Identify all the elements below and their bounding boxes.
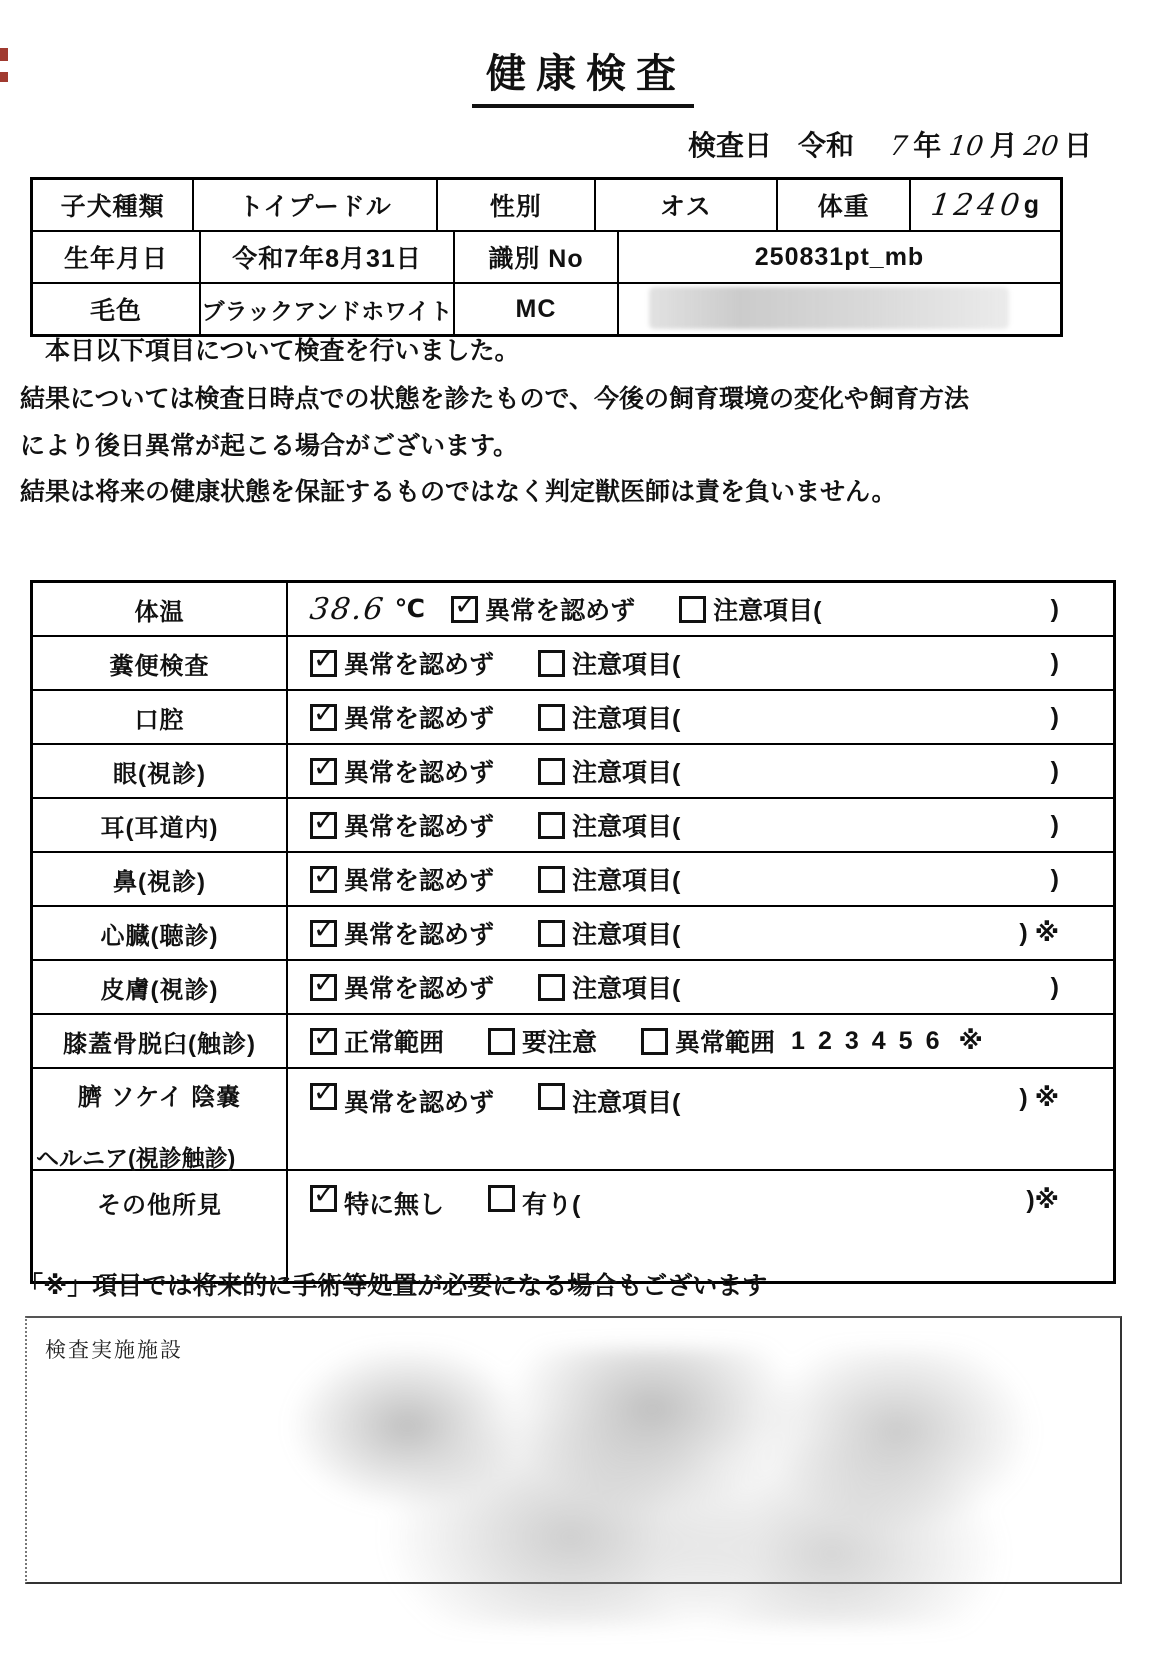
option-label: 注意項目( bbox=[572, 975, 681, 1003]
table-row-body-temp bbox=[33, 583, 1113, 635]
close-paren: ) bbox=[1050, 972, 1059, 1001]
row-content bbox=[288, 1069, 1113, 1169]
checkbox-checked-icon bbox=[310, 758, 337, 785]
table-row-other-findings bbox=[33, 1169, 1113, 1281]
breed-label: 子犬種類 bbox=[60, 193, 165, 221]
era-label: 令和 bbox=[798, 130, 855, 161]
checkbox-checked-icon bbox=[310, 866, 337, 893]
checkbox-unchecked-icon bbox=[538, 1083, 565, 1110]
row-content bbox=[288, 853, 1113, 905]
option-label: 異常を認めず bbox=[344, 705, 495, 733]
checkbox-checked-icon bbox=[310, 704, 337, 731]
option-label: 注意項目( bbox=[572, 867, 681, 895]
row-label: 膝蓋骨脱臼(触診) bbox=[33, 1015, 288, 1067]
close-paren-star: ) ※ bbox=[1019, 919, 1059, 947]
exam-date-label: 検査日 bbox=[688, 130, 773, 161]
option-label: 注意項目( bbox=[572, 759, 681, 787]
row-label-line1: 臍 ソケイ 陰嚢 bbox=[77, 1084, 242, 1111]
row-content bbox=[288, 799, 1113, 851]
row-content bbox=[288, 691, 1113, 743]
coat-label: 毛色 bbox=[89, 297, 142, 325]
temperature-handwritten: 38.6 bbox=[307, 591, 387, 627]
redaction-blur bbox=[228, 1348, 1044, 1626]
close-paren: ) bbox=[1050, 864, 1059, 893]
option-label: 正常範囲 bbox=[344, 1029, 445, 1057]
weight-label: 体重 bbox=[776, 180, 909, 230]
grade-scale: 123456 bbox=[791, 1026, 953, 1055]
temperature-unit: ℃ bbox=[394, 595, 426, 623]
exam-day-handwritten: 20 bbox=[1021, 131, 1060, 162]
row-label: 体温 bbox=[33, 583, 288, 635]
row-label: 糞便検査 bbox=[33, 637, 288, 689]
option-label: 異常を認めず bbox=[344, 813, 495, 841]
sex-label: 性別 bbox=[436, 180, 593, 230]
row-content bbox=[288, 583, 1113, 635]
checkbox-unchecked-icon bbox=[538, 974, 565, 1001]
checkbox-unchecked-icon bbox=[538, 920, 565, 947]
exam-date-line bbox=[688, 124, 1092, 164]
document-header bbox=[0, 42, 1166, 108]
checkbox-checked-icon bbox=[310, 974, 337, 1001]
id-label: 識別 No bbox=[453, 232, 617, 282]
table-row-skin bbox=[33, 959, 1113, 1013]
checkbox-checked-icon bbox=[310, 812, 337, 839]
checkbox-checked-icon bbox=[310, 1083, 337, 1110]
row-label bbox=[33, 1069, 288, 1169]
row-label: 鼻(視診) bbox=[33, 853, 288, 905]
birthdate-label: 生年月日 bbox=[63, 245, 168, 273]
row-label-line2: ヘルニア(視診触診) bbox=[36, 1145, 236, 1171]
row-content bbox=[288, 1171, 1113, 1281]
close-paren: ) bbox=[1050, 810, 1059, 839]
close-paren: ) bbox=[1050, 702, 1059, 731]
microchip-label: MC bbox=[453, 284, 617, 334]
reference-mark-note: 「※」項目では将来的に手術等処置が必要になる場合もございます bbox=[18, 1272, 768, 1300]
table-row-eyes bbox=[33, 743, 1113, 797]
option-label: 注意項目( bbox=[572, 813, 681, 841]
option-label: 異常を認めず bbox=[344, 651, 495, 679]
close-paren-star: ) ※ bbox=[1019, 1084, 1059, 1112]
birthdate-value: 令和7年8月31日 bbox=[199, 232, 453, 282]
table-row-nose bbox=[33, 851, 1113, 905]
table-row bbox=[33, 180, 1060, 230]
checkbox-unchecked-icon bbox=[641, 1028, 668, 1055]
year-unit: 年 bbox=[913, 130, 942, 161]
option-label: 異常を認めず bbox=[344, 921, 495, 949]
exam-checklist-table bbox=[30, 580, 1116, 1284]
option-label: 注意項目( bbox=[572, 705, 681, 733]
microchip-value-cell bbox=[617, 284, 1060, 334]
checkbox-checked-icon bbox=[310, 1185, 337, 1212]
close-paren-star: )※ bbox=[1026, 1186, 1059, 1214]
day-unit: 日 bbox=[1063, 130, 1092, 161]
close-paren: ) bbox=[1050, 594, 1059, 623]
intro-paragraph: 本日以下項目について検査を行いました。 bbox=[20, 337, 520, 365]
puppy-info-table bbox=[30, 177, 1063, 337]
row-label: その他所見 bbox=[33, 1171, 288, 1281]
checkbox-checked-icon bbox=[451, 596, 478, 623]
row-content bbox=[288, 745, 1113, 797]
row-label: 耳(耳道内) bbox=[33, 799, 288, 851]
option-label: 異常を認めず bbox=[344, 759, 495, 787]
checkbox-unchecked-icon bbox=[538, 758, 565, 785]
weight-value-cell bbox=[909, 180, 1060, 230]
table-row-heart bbox=[33, 905, 1113, 959]
option-label: 特に無し bbox=[344, 1191, 445, 1219]
row-label: 心臓(聴診) bbox=[33, 907, 288, 959]
option-label: 異常を認めず bbox=[485, 597, 636, 625]
exam-month-handwritten: 10 bbox=[947, 131, 986, 162]
checkbox-unchecked-icon bbox=[538, 812, 565, 839]
option-label: 異常を認めず bbox=[344, 1089, 495, 1117]
weight-value-handwritten: 1240 bbox=[929, 187, 1026, 223]
page-title: 健康検査 bbox=[472, 42, 694, 108]
intro-paragraph: 結果は将来の健康状態を保証するものではなく判定獣医師は責を負いません。 bbox=[20, 478, 897, 506]
checkbox-unchecked-icon bbox=[538, 704, 565, 731]
option-label: 有り( bbox=[522, 1191, 581, 1219]
checkbox-unchecked-icon bbox=[488, 1028, 515, 1055]
close-paren: ) bbox=[1050, 756, 1059, 785]
table-row-oral bbox=[33, 689, 1113, 743]
row-content bbox=[288, 1015, 1113, 1067]
table-row bbox=[33, 282, 1060, 334]
exam-year-handwritten: 7 bbox=[888, 131, 910, 162]
row-label: 眼(視診) bbox=[33, 745, 288, 797]
row-content bbox=[288, 961, 1113, 1013]
intro-paragraph: 結果については検査日時点での状態を診たもので、今後の飼育環境の変化や飼育方法 bbox=[20, 385, 970, 413]
option-label: 異常範囲 bbox=[675, 1029, 776, 1057]
table-row-patella bbox=[33, 1013, 1113, 1067]
intro-paragraph: により後日異常が起こる場合がございます。 bbox=[20, 432, 519, 460]
checkbox-unchecked-icon bbox=[488, 1185, 515, 1212]
reference-mark: ※ bbox=[958, 1027, 983, 1055]
id-value: 250831pt_mb bbox=[617, 232, 1060, 282]
table-row-ears bbox=[33, 797, 1113, 851]
breed-value: トイプードル bbox=[192, 180, 436, 230]
redaction-blur bbox=[649, 287, 1009, 329]
coat-value: ブラックアンドホワイト bbox=[199, 284, 453, 334]
row-content bbox=[288, 637, 1113, 689]
option-label: 注意項目( bbox=[713, 597, 822, 625]
option-label: 異常を認めず bbox=[344, 975, 495, 1003]
option-label: 注意項目( bbox=[572, 1089, 681, 1117]
option-label: 注意項目( bbox=[572, 651, 681, 679]
table-row-fecal-exam bbox=[33, 635, 1113, 689]
row-label: 皮膚(視診) bbox=[33, 961, 288, 1013]
row-label: 口腔 bbox=[33, 691, 288, 743]
option-label: 注意項目( bbox=[572, 921, 681, 949]
month-unit: 月 bbox=[989, 130, 1018, 161]
option-label: 異常を認めず bbox=[344, 867, 495, 895]
checkbox-checked-icon bbox=[310, 920, 337, 947]
close-paren: ) bbox=[1050, 648, 1059, 677]
checkbox-checked-icon bbox=[310, 650, 337, 677]
option-label: 要注意 bbox=[522, 1029, 598, 1057]
facility-label: 検査実施施設 bbox=[45, 1339, 183, 1362]
sex-value: オス bbox=[594, 180, 776, 230]
checkbox-unchecked-icon bbox=[538, 650, 565, 677]
table-row-hernia bbox=[33, 1067, 1113, 1169]
table-row bbox=[33, 230, 1060, 282]
checkbox-checked-icon bbox=[310, 1028, 337, 1055]
checkbox-unchecked-icon bbox=[679, 596, 706, 623]
checkbox-unchecked-icon bbox=[538, 866, 565, 893]
weight-unit: g bbox=[1023, 190, 1040, 219]
row-content bbox=[288, 907, 1113, 959]
